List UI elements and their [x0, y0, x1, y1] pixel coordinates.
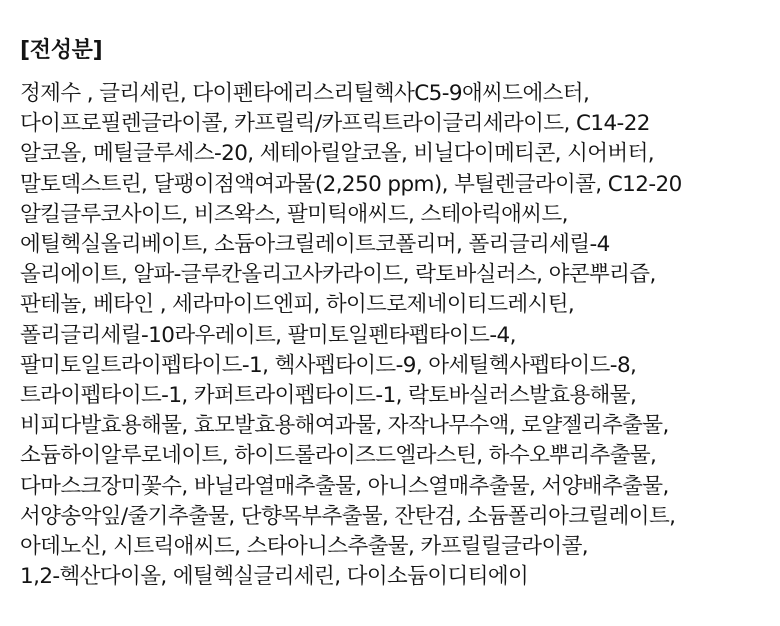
ingredient-line: 소듐하이알루로네이트, 하이드롤라이즈드엘라스틴, 하수오뿌리추출물,	[20, 443, 657, 469]
ingredient-line: 알킬글루코사이드, 비즈왁스, 팔미틱애씨드, 스테아릭애씨드,	[20, 201, 568, 227]
ingredient-line: 말토덱스트린, 달팽이점액여과물(2,250 ppm), 부틸렌글라이콜, C12-20	[20, 171, 682, 197]
ingredient-line: 팔미토일트라이펩타이드-1, 헥사펩타이드-9, 아세틸헥사펩타이드-8,	[20, 352, 637, 378]
ingredient-line: 다이프로필렌글라이콜, 카프릴릭/카프릭트라이글리세라이드, C14-22	[20, 111, 650, 137]
ingredient-line: 다마스크장미꽃수, 바닐라열매추출물, 아니스열매추출물, 서양배추출물,	[20, 473, 669, 499]
ingredient-list	[20, 79, 780, 592]
ingredient-line: 알코올, 메틸글루세스-20, 세테아릴알코올, 비닐다이메티콘, 시어버터,	[20, 141, 654, 167]
ingredient-line: 에틸헥실올리베이트, 소듐아크릴레이트코폴리머, 폴리글리세릴-4	[20, 232, 610, 258]
ingredient-line: 정제수 , 글리세린, 다이펜타에리스리틸헥사C5-9애씨드에스터,	[20, 81, 590, 106]
ingredient-line: 트라이펩타이드-1, 카퍼트라이펩타이드-1, 락토바실러스발효용해물,	[20, 383, 637, 409]
ingredient-line: 아데노신, 시트릭애씨드, 스타아니스추출물, 카프릴릴글라이콜,	[20, 534, 589, 560]
ingredient-line: 판테놀, 베타인 , 세라마이드엔피, 하이드로제네이티드레시틴,	[20, 292, 575, 318]
ingredient-line: 서양송악잎/줄기추출물, 단향목부추출물, 잔탄검, 소듐폴리아크릴레이트,	[20, 503, 676, 529]
ingredient-line: 비피다발효용해물, 효모발효용해여과물, 자작나무수액, 로얄젤리추출물,	[20, 413, 669, 439]
ingredient-line: 올리에이트, 알파-글루칸올리고사카라이드, 락토바실러스, 야콘뿌리즙,	[20, 262, 656, 288]
ingredient-line: 폴리글리세릴-10라우레이트, 팔미토일펜타펩타이드-4,	[20, 322, 516, 348]
ingredient-line: 1,2-헥산다이올, 에틸헥실글리세린, 다이소듐이디티에이	[20, 564, 529, 590]
ingredients-heading: [전성분]	[20, 38, 103, 63]
